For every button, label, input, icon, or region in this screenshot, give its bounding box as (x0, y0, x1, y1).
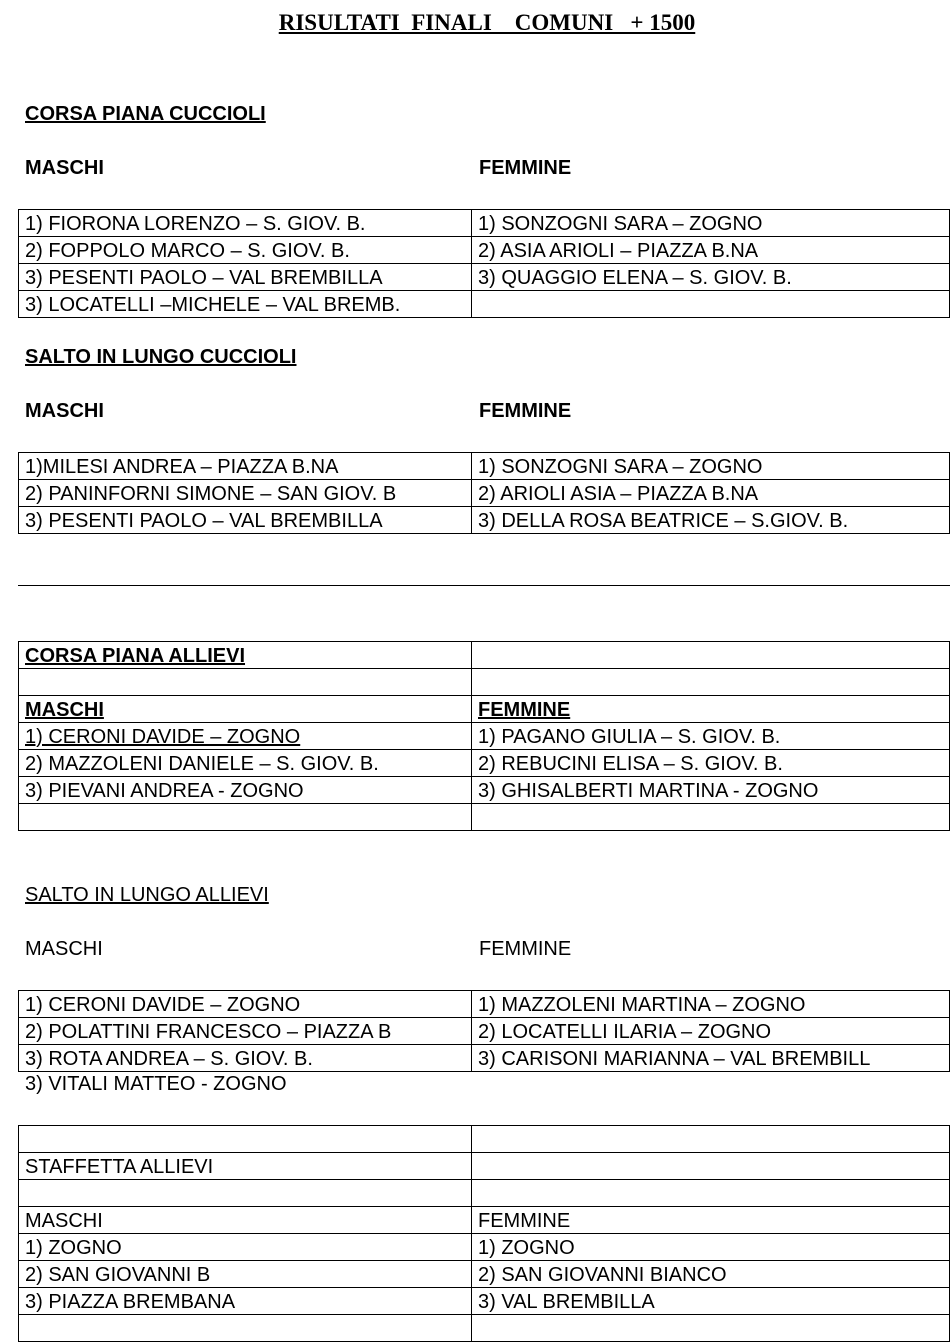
table-cell (472, 804, 950, 831)
table-cell: 3) PIEVANI ANDREA - ZOGNO (19, 777, 472, 804)
femmine-label: FEMMINE (472, 696, 950, 723)
table-row (19, 723, 950, 750)
table-cell: 3) DELLA ROSA BEATRICE – S.GIOV. B. (472, 507, 950, 534)
table-cell (472, 291, 950, 318)
results-table-salto-allievi (18, 990, 950, 1072)
table-cell (19, 1126, 472, 1153)
table-row (19, 642, 950, 669)
femmine-label: FEMMINE (479, 157, 572, 179)
table-cell: 2) ASIA ARIOLI – PIAZZA B.NA (472, 237, 950, 264)
table-cell: 2) SAN GIOVANNI BIANCO (472, 1261, 950, 1288)
table-cell: 3) PIAZZA BREMBANA (19, 1288, 472, 1315)
table-cell (472, 669, 950, 696)
extra-result-line: 3) VITALI MATTEO - ZOGNO (25, 1073, 287, 1095)
table-row (19, 1207, 950, 1234)
table-row (19, 1180, 950, 1207)
maschi-label: MASCHI (25, 400, 104, 422)
table-cell: 1) MAZZOLENI MARTINA – ZOGNO (472, 991, 950, 1018)
table-cell: 2) PANINFORNI SIMONE – SAN GIOV. B (19, 480, 472, 507)
table-cell: 2) LOCATELLI ILARIA – ZOGNO (472, 1018, 950, 1045)
table-row (19, 507, 950, 534)
section-heading-salto-cuccioli: SALTO IN LUNGO CUCCIOLI (25, 346, 297, 368)
section-heading-corsa-cuccioli: CORSA PIANA CUCCIOLI (25, 103, 266, 125)
section-heading-corsa-allievi: CORSA PIANA ALLIEVI (19, 642, 472, 669)
table-cell (472, 642, 950, 669)
table-row (19, 480, 950, 507)
table-row (19, 991, 950, 1018)
table-cell (19, 804, 472, 831)
table-cell (472, 1180, 950, 1207)
table-cell: 2) FOPPOLO MARCO – S. GIOV. B. (19, 237, 472, 264)
results-table-corsa-allievi (18, 641, 950, 831)
table-cell: 3) VAL BREMBILLA (472, 1288, 950, 1315)
table-cell: 1) CERONI DAVIDE – ZOGNO (19, 723, 472, 750)
table-row (19, 453, 950, 480)
table-cell: 3) PESENTI PAOLO – VAL BREMBILLA (19, 507, 472, 534)
table-row (19, 1234, 950, 1261)
section-heading-salto-allievi: SALTO IN LUNGO ALLIEVI (25, 884, 269, 906)
table-cell: 3) ROTA ANDREA – S. GIOV. B. (19, 1045, 472, 1072)
table-row (19, 804, 950, 831)
table-cell: 2) SAN GIOVANNI B (19, 1261, 472, 1288)
table-cell: 2) POLATTINI FRANCESCO – PIAZZA B (19, 1018, 472, 1045)
table-row (19, 264, 950, 291)
results-table-salto-cuccioli (18, 452, 950, 534)
maschi-label: MASCHI (19, 696, 472, 723)
femmine-label: FEMMINE (479, 400, 572, 422)
table-row (19, 777, 950, 804)
table-cell: 1)MILESI ANDREA – PIAZZA B.NA (19, 453, 472, 480)
table-cell (472, 1153, 950, 1180)
table-cell: 3) LOCATELLI –MICHELE – VAL BREMB. (19, 291, 472, 318)
table-row (19, 1261, 950, 1288)
table-cell: 1) ZOGNO (19, 1234, 472, 1261)
table-row (19, 210, 950, 237)
table-row (19, 1126, 950, 1153)
maschi-label: MASCHI (19, 1207, 472, 1234)
table-cell: 1) ZOGNO (472, 1234, 950, 1261)
table-row (19, 1018, 950, 1045)
table-row (19, 237, 950, 264)
table-cell: 3) PESENTI PAOLO – VAL BREMBILLA (19, 264, 472, 291)
page-title: RISULTATI FINALI COMUNI + 1500 (278, 10, 696, 35)
table-cell: 1) PAGANO GIULIA – S. GIOV. B. (472, 723, 950, 750)
table-cell (19, 1180, 472, 1207)
table-cell: 1) CERONI DAVIDE – ZOGNO (19, 991, 472, 1018)
femmine-label: FEMMINE (479, 938, 572, 960)
table-cell (19, 1315, 472, 1342)
table-cell: 1) SONZOGNI SARA – ZOGNO (472, 210, 950, 237)
table-row (19, 669, 950, 696)
table-cell: 1) FIORONA LORENZO – S. GIOV. B. (19, 210, 472, 237)
table-cell: 3) CARISONI MARIANNA – VAL BREMBILL (472, 1045, 950, 1072)
table-cell: 3) GHISALBERTI MARTINA - ZOGNO (472, 777, 950, 804)
femmine-label: FEMMINE (472, 1207, 950, 1234)
table-cell: 1) SONZOGNI SARA – ZOGNO (472, 453, 950, 480)
table-row (19, 1045, 950, 1072)
table-row (19, 696, 950, 723)
table-row (19, 1288, 950, 1315)
maschi-label: MASCHI (25, 938, 103, 960)
table-row (19, 291, 950, 318)
table-row (19, 1153, 950, 1180)
table-cell: 2) ARIOLI ASIA – PIAZZA B.NA (472, 480, 950, 507)
maschi-label: MASCHI (25, 157, 104, 179)
table-cell: 2) REBUCINI ELISA – S. GIOV. B. (472, 750, 950, 777)
table-row (19, 750, 950, 777)
table-cell (472, 1315, 950, 1342)
section-divider (18, 585, 950, 586)
table-cell: 3) QUAGGIO ELENA – S. GIOV. B. (472, 264, 950, 291)
section-heading-staffetta-allievi: STAFFETTA ALLIEVI (19, 1153, 472, 1180)
table-row (19, 1315, 950, 1342)
table-cell (472, 1126, 950, 1153)
table-cell: 2) MAZZOLENI DANIELE – S. GIOV. B. (19, 750, 472, 777)
results-table-corsa-cuccioli (18, 209, 950, 318)
results-table-staffetta-allievi (18, 1125, 950, 1342)
table-cell (19, 669, 472, 696)
